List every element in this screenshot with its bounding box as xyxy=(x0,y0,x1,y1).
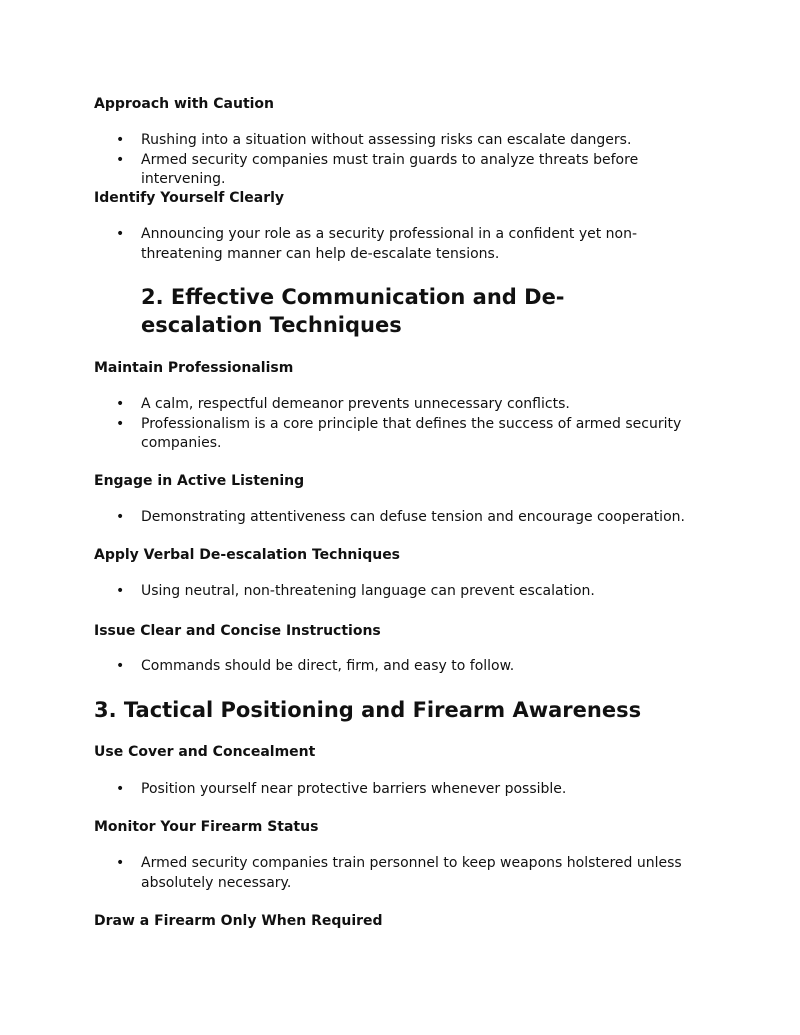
bullet-list-verbal xyxy=(116,582,686,602)
bullet-icon: • xyxy=(116,855,125,871)
list-item-text: A calm, respectful demeanor prevents unnecessary conflicts. xyxy=(141,396,570,412)
bullet-icon: • xyxy=(116,781,125,797)
bullet-icon: • xyxy=(116,151,125,168)
list-item xyxy=(116,582,686,602)
list-item xyxy=(116,854,686,893)
bullet-icon: • xyxy=(116,226,125,242)
subheading-draw-firearm: Draw a Firearm Only When Required xyxy=(94,913,383,929)
list-item-text: Demonstrating attentiveness can defuse tension and encourage cooperation. xyxy=(141,509,685,525)
list-item-text: Commands should be direct, firm, and easy to follow. xyxy=(141,658,515,674)
list-item-text: Announcing your role as a security professional in a confident yet non-threatening manner can help de-escalate tensions. xyxy=(141,226,638,262)
list-item-text: Using neutral, non-threatening language can prevent escalation. xyxy=(141,583,595,599)
list-item xyxy=(116,780,686,800)
list-item-text: Armed security companies train personnel to keep weapons holstered unless absolutely necessary. xyxy=(141,855,682,891)
list-item xyxy=(116,657,686,677)
bullet-icon: • xyxy=(116,583,125,599)
subheading-maintain-professionalism: Maintain Professionalism xyxy=(94,360,294,376)
list-item xyxy=(116,415,686,454)
subheading-approach-with-caution: Approach with Caution xyxy=(94,96,275,112)
subheading-identify-yourself: Identify Yourself Clearly xyxy=(94,190,285,206)
section-title-communication: 2. Effective Communication and De-escalation Techniques xyxy=(141,285,565,337)
list-item-text: Rushing into a situation without assessing risks can escalate dangers. xyxy=(141,132,632,148)
bullet-list-listening xyxy=(116,508,686,528)
list-item xyxy=(116,151,686,190)
bullet-icon: • xyxy=(116,658,125,674)
subheading-active-listening: Engage in Active Listening xyxy=(94,473,305,489)
bullet-icon: • xyxy=(116,396,125,412)
bullet-icon: • xyxy=(116,415,125,432)
bullet-list-professionalism xyxy=(116,395,686,454)
list-item xyxy=(116,395,686,415)
bullet-icon: • xyxy=(116,509,125,525)
bullet-list-identify xyxy=(116,225,686,264)
list-item-text: Position yourself near protective barriers whenever possible. xyxy=(141,781,567,797)
bullet-list-firearm-status xyxy=(116,854,686,893)
section-title-tactical-positioning: 3. Tactical Positioning and Firearm Awareness xyxy=(94,698,642,722)
bullet-icon: • xyxy=(116,132,125,148)
subheading-firearm-status: Monitor Your Firearm Status xyxy=(94,819,319,835)
bullet-list-cover xyxy=(116,780,686,800)
list-item xyxy=(116,131,686,151)
subheading-clear-instructions: Issue Clear and Concise Instructions xyxy=(94,623,381,639)
list-item-text: Armed security companies must train guards to analyze threats before intervening. xyxy=(141,151,639,187)
bullet-list-approach xyxy=(116,131,686,190)
list-item-text: Professionalism is a core principle that defines the success of armed security companies. xyxy=(141,415,682,451)
subheading-cover-concealment: Use Cover and Concealment xyxy=(94,744,316,760)
subheading-verbal-de-escalation: Apply Verbal De-escalation Techniques xyxy=(94,547,401,563)
list-item xyxy=(116,508,686,528)
bullet-list-instructions xyxy=(116,657,686,677)
list-item xyxy=(116,225,686,264)
